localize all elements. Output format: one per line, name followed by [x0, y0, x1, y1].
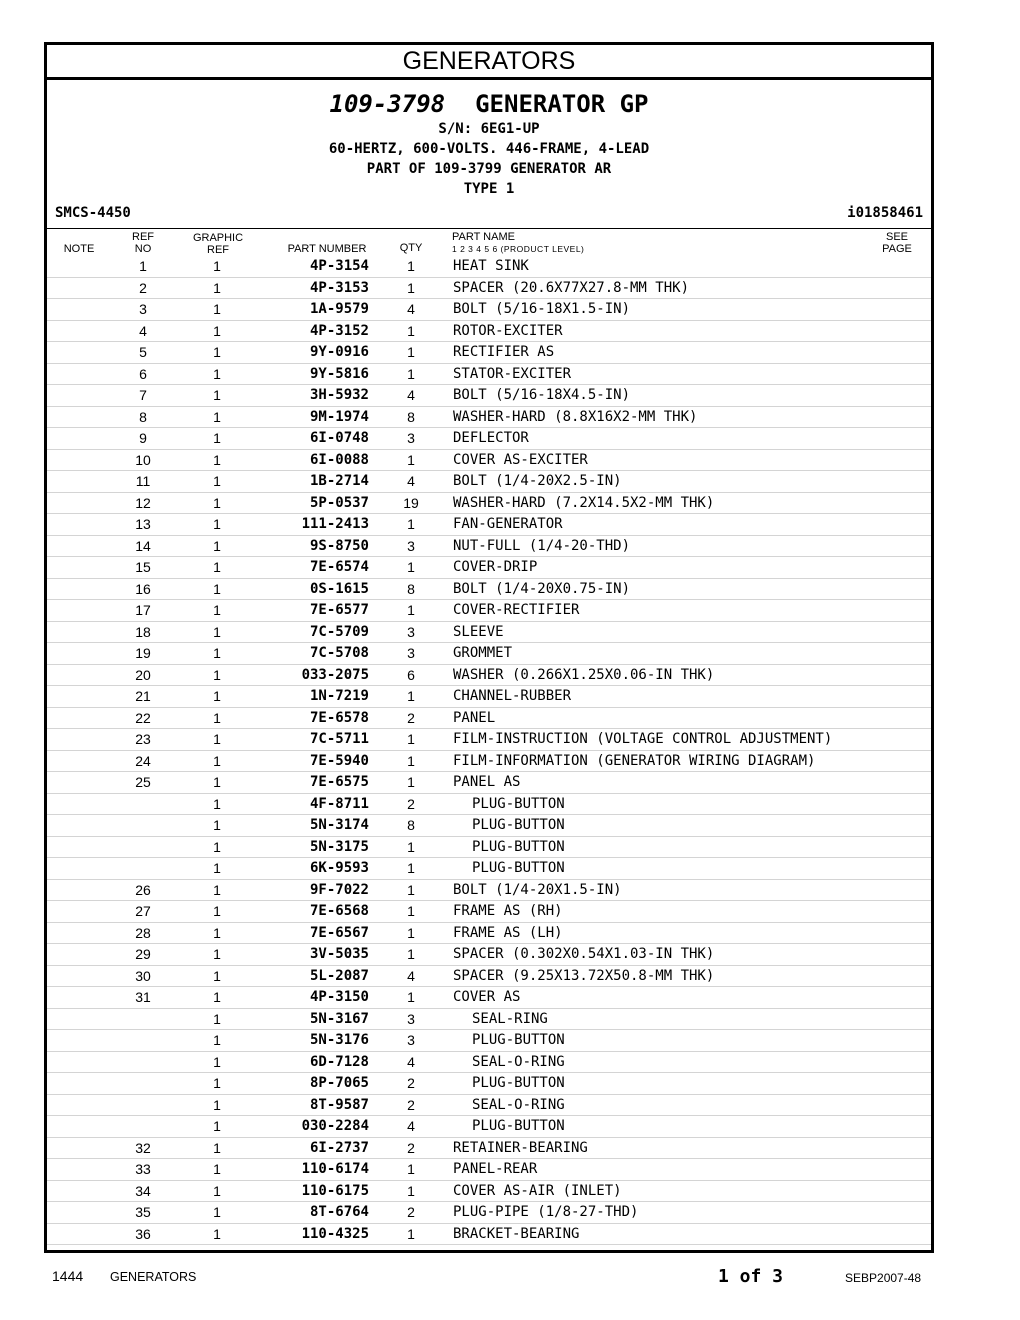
graphic-ref-cell: 1	[213, 623, 221, 640]
ref-no-cell: 16	[135, 580, 151, 597]
part-number-cell: 9Y-0916	[309, 344, 369, 360]
table-row	[47, 536, 931, 558]
col-graphic-header	[187, 232, 249, 256]
graphic-ref-cell: 1	[213, 516, 221, 532]
graphic-ref-cell: 1	[213, 1182, 221, 1199]
qty-cell: 19	[403, 494, 419, 511]
table-row	[47, 1159, 931, 1181]
product-level-header: 1 2 3 4 5 6 (PRODUCT LEVEL)	[452, 244, 585, 254]
qty-cell: 1	[407, 516, 415, 532]
part-number-cell: 7C-5711	[309, 731, 369, 747]
ref-no-cell: 5	[139, 344, 147, 360]
graphic-ref-cell: 1	[213, 451, 221, 468]
ref-no-cell: 34	[135, 1182, 151, 1199]
table-row	[47, 622, 931, 644]
graphic-ref-cell: 1	[213, 408, 221, 425]
qty-cell: 4	[407, 1118, 415, 1134]
part-number-cell: 5N-3167	[309, 1010, 369, 1027]
graphic-ref-cell: 1	[213, 1161, 221, 1177]
part-number-cell: 3H-5932	[309, 387, 369, 403]
table-row	[47, 428, 931, 450]
part-number-cell: 9Y-5816	[309, 365, 369, 382]
col-graphic-header-line1: GRAPHIC	[192, 232, 244, 244]
qty-cell: 1	[407, 924, 415, 941]
parts-table	[47, 256, 931, 1245]
qty-cell: 1	[407, 774, 415, 790]
part-number-cell: 5N-3176	[309, 1032, 369, 1048]
graphic-ref-cell: 1	[213, 602, 221, 618]
col-see-page-header	[877, 231, 917, 255]
part-number-cell: 7C-5708	[309, 645, 369, 661]
part-name-cell: WASHER-HARD (8.8X16X2-MM THK)	[453, 408, 698, 425]
table-row	[47, 923, 931, 945]
part-number-cell: 9M-1974	[309, 408, 369, 425]
qty-cell: 1	[407, 903, 415, 919]
ref-no-cell: 22	[135, 709, 151, 726]
graphic-ref-cell: 1	[213, 817, 221, 833]
graphic-ref-cell: 1	[213, 967, 221, 984]
qty-cell: 2	[407, 1096, 415, 1113]
section-title: GENERATORS	[47, 45, 931, 80]
table-row	[47, 901, 931, 923]
part-name-cell: FRAME AS (LH)	[453, 924, 563, 941]
qty-cell: 3	[407, 1032, 415, 1048]
graphic-ref-cell: 1	[213, 1010, 221, 1027]
qty-cell: 4	[407, 967, 415, 984]
qty-cell: 2	[407, 1204, 415, 1220]
part-name-cell: PLUG-BUTTON	[472, 817, 565, 833]
qty-cell: 1	[407, 989, 415, 1005]
part-name-cell: PANEL-REAR	[453, 1161, 538, 1177]
qty-cell: 4	[407, 387, 415, 403]
col-see-page-header-line1: SEE	[885, 231, 908, 243]
qty-cell: 4	[407, 1053, 415, 1070]
qty-cell: 1	[407, 322, 415, 339]
part-name-cell: SEAL-O-RING	[472, 1053, 565, 1070]
ref-no-cell: 12	[135, 494, 151, 511]
graphic-ref-cell: 1	[213, 387, 221, 403]
ref-no-cell: 23	[135, 731, 151, 747]
part-name-cell: WASHER (0.266X1.25X0.06-IN THK)	[453, 666, 715, 683]
group-title	[47, 89, 931, 119]
part-name-cell: RECTIFIER AS	[453, 344, 555, 360]
table-row	[47, 579, 931, 601]
part-number-cell: 4F-8711	[309, 795, 369, 812]
table-row	[47, 493, 931, 515]
part-number-cell: 033-2075	[301, 666, 369, 683]
table-row	[47, 794, 931, 816]
col-note-header: NOTE	[63, 243, 95, 255]
col-ref-header-line2: NO	[134, 243, 152, 255]
part-name-cell: PLUG-BUTTON	[472, 795, 565, 812]
ref-no-cell: 14	[135, 537, 151, 554]
table-row	[47, 772, 931, 794]
part-number-cell: 6I-0748	[309, 430, 369, 446]
part-number-cell: 7C-5709	[309, 623, 369, 640]
ref-no-cell: 30	[135, 967, 151, 984]
group-spec: 60-HERTZ, 600-VOLTS. 446-FRAME, 4-LEAD	[328, 141, 650, 157]
graphic-ref-cell: 1	[213, 473, 221, 489]
col-qty-header: QTY	[399, 242, 423, 254]
table-row	[47, 600, 931, 622]
graphic-ref-cell: 1	[213, 752, 221, 769]
ref-no-cell: 1	[139, 258, 147, 274]
table-row	[47, 1009, 931, 1031]
part-name-cell: RETAINER-BEARING	[453, 1139, 588, 1156]
part-name-cell: BOLT (1/4-20X1.5-IN)	[453, 881, 622, 898]
table-row	[47, 643, 931, 665]
part-number-cell: 6D-7128	[309, 1053, 369, 1070]
ref-no-cell: 3	[139, 301, 147, 317]
part-name-cell: CHANNEL-RUBBER	[453, 688, 572, 704]
table-row	[47, 1202, 931, 1224]
ref-no-cell: 26	[135, 881, 151, 898]
graphic-ref-cell: 1	[213, 1075, 221, 1091]
part-name-cell: ROTOR-EXCITER	[453, 322, 563, 339]
table-row	[47, 1052, 931, 1074]
qty-cell: 1	[407, 1161, 415, 1177]
smcs-code: SMCS-4450	[55, 205, 131, 221]
graphic-ref-cell: 1	[213, 301, 221, 317]
parts-page-frame	[44, 42, 934, 1253]
qty-cell: 1	[407, 1225, 415, 1242]
part-number-cell: 030-2284	[301, 1118, 369, 1134]
table-row	[47, 342, 931, 364]
table-row	[47, 278, 931, 300]
table-row	[47, 1095, 931, 1117]
part-name-cell: PLUG-BUTTON	[472, 1118, 565, 1134]
qty-cell: 1	[407, 946, 415, 962]
illustration-id: i01858461	[847, 205, 923, 221]
part-number-cell: 3V-5035	[309, 946, 369, 962]
qty-cell: 3	[407, 623, 415, 640]
part-name-cell: HEAT SINK	[453, 258, 529, 274]
ref-no-cell: 19	[135, 645, 151, 661]
graphic-ref-cell: 1	[213, 1139, 221, 1156]
graphic-ref-cell: 1	[213, 1032, 221, 1048]
graphic-ref-cell: 1	[213, 559, 221, 575]
graphic-ref-cell: 1	[213, 860, 221, 876]
qty-cell: 4	[407, 301, 415, 317]
graphic-ref-cell: 1	[213, 580, 221, 597]
qty-cell: 1	[407, 451, 415, 468]
table-row	[47, 471, 931, 493]
graphic-ref-cell: 1	[213, 430, 221, 446]
part-name-cell: SPACER (0.302X0.54X1.03-IN THK)	[453, 946, 715, 962]
graphic-ref-cell: 1	[213, 709, 221, 726]
qty-cell: 1	[407, 279, 415, 296]
qty-cell: 1	[407, 258, 415, 274]
ref-no-cell: 27	[135, 903, 151, 919]
graphic-ref-cell: 1	[213, 1118, 221, 1134]
table-row	[47, 299, 931, 321]
part-number-cell: 6I-0088	[309, 451, 369, 468]
table-row	[47, 407, 931, 429]
graphic-ref-cell: 1	[213, 924, 221, 941]
part-number-cell: 111-2413	[301, 516, 369, 532]
part-number-cell: 7E-6578	[309, 709, 369, 726]
part-name-cell: COVER-DRIP	[453, 559, 538, 575]
header-divider	[47, 228, 931, 229]
part-number-cell: 9S-8750	[309, 537, 369, 554]
graphic-ref-cell: 1	[213, 258, 221, 274]
qty-cell: 8	[407, 817, 415, 833]
graphic-ref-cell: 1	[213, 344, 221, 360]
part-name-cell: COVER AS-EXCITER	[453, 451, 588, 468]
ref-no-cell: 8	[139, 408, 147, 425]
table-row	[47, 665, 931, 687]
footer-page-number: 1444	[52, 1268, 84, 1284]
table-row	[47, 858, 931, 880]
group-header	[47, 80, 931, 199]
part-name-cell: COVER AS-AIR (INLET)	[453, 1182, 622, 1199]
part-number-cell: 7E-6577	[309, 602, 369, 618]
graphic-ref-cell: 1	[213, 774, 221, 790]
part-of: PART OF 109-3799 GENERATOR AR	[366, 161, 612, 177]
table-row	[47, 1030, 931, 1052]
qty-cell: 1	[407, 602, 415, 618]
ref-no-cell: 33	[135, 1161, 151, 1177]
table-row	[47, 1116, 931, 1138]
qty-cell: 1	[407, 860, 415, 876]
ref-no-cell: 10	[135, 451, 151, 468]
part-name-cell: PLUG-BUTTON	[472, 1032, 565, 1048]
graphic-ref-cell: 1	[213, 946, 221, 962]
part-name-cell: BOLT (1/4-20X2.5-IN)	[453, 473, 622, 489]
ref-no-cell: 28	[135, 924, 151, 941]
qty-cell: 8	[407, 408, 415, 425]
qty-cell: 1	[407, 1182, 415, 1199]
col-ref-header	[123, 231, 163, 255]
part-number-cell: 4P-3152	[309, 322, 369, 339]
ref-no-cell: 4	[139, 322, 147, 339]
graphic-ref-cell: 1	[213, 1225, 221, 1242]
part-number-cell: 7E-6567	[309, 924, 369, 941]
part-number-cell: 6K-9593	[309, 860, 369, 876]
table-row	[47, 837, 931, 859]
part-number-cell: 7E-6568	[309, 903, 369, 919]
qty-cell: 3	[407, 430, 415, 446]
graphic-ref-cell: 1	[213, 795, 221, 812]
table-row	[47, 1181, 931, 1203]
qty-cell: 4	[407, 473, 415, 489]
graphic-ref-cell: 1	[213, 365, 221, 382]
part-name-cell: SPACER (20.6X77X27.8-MM THK)	[453, 279, 690, 296]
part-name-cell: FILM-INSTRUCTION (VOLTAGE CONTROL ADJUSTMENT)	[453, 731, 833, 747]
part-number-cell: 4P-3154	[309, 258, 369, 274]
footer-section: GENERATORS	[110, 1270, 197, 1284]
graphic-ref-cell: 1	[213, 1053, 221, 1070]
part-number-cell: 1N-7219	[309, 688, 369, 704]
part-number-cell: 0S-1615	[309, 580, 369, 597]
graphic-ref-cell: 1	[213, 537, 221, 554]
part-number-cell: 8P-7065	[309, 1075, 369, 1091]
graphic-ref-cell: 1	[213, 1204, 221, 1220]
qty-cell: 2	[407, 1075, 415, 1091]
table-row	[47, 514, 931, 536]
table-row	[47, 321, 931, 343]
part-name-cell: COVER AS	[453, 989, 521, 1005]
part-name-cell: NUT-FULL (1/4-20-THD)	[453, 537, 631, 554]
part-name-cell: PLUG-BUTTON	[472, 1075, 565, 1091]
qty-cell: 1	[407, 365, 415, 382]
table-row	[47, 815, 931, 837]
table-row	[47, 256, 931, 278]
part-number-cell: 7E-5940	[309, 752, 369, 769]
ref-no-cell: 18	[135, 623, 151, 640]
part-number-cell: 8T-6764	[309, 1204, 369, 1220]
part-name-cell: WASHER-HARD (7.2X14.5X2-MM THK)	[453, 494, 715, 511]
part-name-cell: FILM-INFORMATION (GENERATOR WIRING DIAGRAM)	[453, 752, 816, 769]
col-ref-header-line1: REF	[132, 231, 154, 243]
graphic-ref-cell: 1	[213, 989, 221, 1005]
table-row	[47, 944, 931, 966]
table-row	[47, 385, 931, 407]
graphic-ref-cell: 1	[213, 881, 221, 898]
qty-cell: 1	[407, 838, 415, 855]
ref-no-cell: 32	[135, 1139, 151, 1156]
ref-no-cell: 36	[135, 1225, 151, 1242]
qty-cell: 2	[407, 1139, 415, 1156]
qty-cell: 2	[407, 709, 415, 726]
part-number-cell: 4P-3153	[309, 279, 369, 296]
part-name-cell: SPACER (9.25X13.72X50.8-MM THK)	[453, 967, 715, 984]
qty-cell: 2	[407, 795, 415, 812]
table-row	[47, 751, 931, 773]
qty-cell: 6	[407, 666, 415, 683]
part-number-cell: 5P-0537	[309, 494, 369, 511]
qty-cell: 1	[407, 688, 415, 704]
ref-no-cell: 25	[135, 774, 151, 790]
qty-cell: 3	[407, 645, 415, 661]
part-number-cell: 7E-6575	[309, 774, 369, 790]
footer-doc-number: SEBP2007-48	[845, 1271, 922, 1285]
table-row	[47, 557, 931, 579]
ref-no-cell: 9	[139, 430, 147, 446]
ref-no-cell: 24	[135, 752, 151, 769]
col-part-number-header: PART NUMBER	[287, 243, 367, 255]
graphic-ref-cell: 1	[213, 838, 221, 855]
group-type: TYPE 1	[463, 181, 515, 197]
qty-cell: 1	[407, 752, 415, 769]
table-row	[47, 880, 931, 902]
part-number-cell: 8T-9587	[309, 1096, 369, 1113]
group-name: GENERATOR GP	[475, 90, 649, 118]
graphic-ref-cell: 1	[213, 279, 221, 296]
part-number-cell: 7E-6574	[309, 559, 369, 575]
col-see-page-header-line2: PAGE	[882, 243, 912, 255]
part-name-cell: STATOR-EXCITER	[453, 365, 572, 382]
table-row	[47, 450, 931, 472]
table-row	[47, 1224, 931, 1246]
graphic-ref-cell: 1	[213, 322, 221, 339]
part-name-cell: COVER-RECTIFIER	[453, 602, 580, 618]
part-name-cell: PLUG-BUTTON	[472, 860, 565, 876]
graphic-ref-cell: 1	[213, 1096, 221, 1113]
part-number-cell: 110-6175	[301, 1182, 369, 1199]
graphic-ref-cell: 1	[213, 688, 221, 704]
part-name-cell: BOLT (1/4-20X0.75-IN)	[453, 580, 631, 597]
ref-no-cell: 13	[135, 516, 151, 532]
table-row	[47, 729, 931, 751]
graphic-ref-cell: 1	[213, 666, 221, 683]
part-number-cell: 4P-3150	[309, 989, 369, 1005]
ref-no-cell: 7	[139, 387, 147, 403]
part-name-cell: FAN-GENERATOR	[453, 516, 563, 532]
footer-page-of: 1 of 3	[718, 1266, 784, 1287]
ref-no-cell: 20	[135, 666, 151, 683]
table-row	[47, 1138, 931, 1160]
table-row	[47, 686, 931, 708]
qty-cell: 3	[407, 537, 415, 554]
part-number-cell: 5L-2087	[309, 967, 369, 984]
part-number-cell: 6I-2737	[309, 1139, 369, 1156]
part-number-cell: 9F-7022	[309, 881, 369, 898]
ref-no-cell: 35	[135, 1204, 151, 1220]
qty-cell: 8	[407, 580, 415, 597]
serial-range: S/N: 6EG1-UP	[438, 121, 540, 137]
table-row	[47, 708, 931, 730]
qty-cell: 1	[407, 559, 415, 575]
part-number-cell: 110-4325	[301, 1225, 369, 1242]
ref-no-cell: 2	[139, 279, 147, 296]
graphic-ref-cell: 1	[213, 903, 221, 919]
qty-cell: 1	[407, 731, 415, 747]
part-name-cell: SLEEVE	[453, 623, 504, 640]
part-number-cell: 5N-3175	[309, 838, 369, 855]
part-name-cell: PANEL AS	[453, 774, 521, 790]
ref-no-cell: 15	[135, 559, 151, 575]
part-number-cell: 1A-9579	[309, 301, 369, 317]
table-row	[47, 987, 931, 1009]
part-name-cell: BOLT (5/16-18X1.5-IN)	[453, 301, 631, 317]
part-number-cell: 5N-3174	[309, 817, 369, 833]
table-row	[47, 364, 931, 386]
part-name-cell: FRAME AS (RH)	[453, 903, 563, 919]
ref-no-cell: 31	[135, 989, 151, 1005]
ref-no-cell: 17	[135, 602, 151, 618]
part-name-cell: BOLT (5/16-18X4.5-IN)	[453, 387, 631, 403]
part-name-cell: SEAL-O-RING	[472, 1096, 565, 1113]
part-name-cell: PLUG-PIPE (1/8-27-THD)	[453, 1204, 639, 1220]
graphic-ref-cell: 1	[213, 494, 221, 511]
graphic-ref-cell: 1	[213, 731, 221, 747]
group-part-number: 109-3798	[329, 90, 446, 118]
qty-cell: 1	[407, 881, 415, 898]
col-part-name-header: PART NAME	[452, 231, 515, 243]
table-row	[47, 966, 931, 988]
table-row	[47, 1073, 931, 1095]
part-number-cell: 110-6174	[301, 1161, 369, 1177]
ref-no-cell: 29	[135, 946, 151, 962]
col-graphic-header-line2: REF	[207, 244, 229, 256]
ref-no-cell: 11	[135, 473, 151, 489]
part-name-cell: PANEL	[453, 709, 496, 726]
qty-cell: 3	[407, 1010, 415, 1027]
part-name-cell: PLUG-BUTTON	[472, 838, 565, 855]
part-number-cell: 1B-2714	[309, 473, 369, 489]
part-name-cell: SEAL-RING	[472, 1010, 548, 1027]
qty-cell: 1	[407, 344, 415, 360]
graphic-ref-cell: 1	[213, 645, 221, 661]
ref-no-cell: 21	[135, 688, 151, 704]
part-name-cell: BRACKET-BEARING	[453, 1225, 580, 1242]
part-name-cell: GROMMET	[453, 645, 513, 661]
part-name-cell: DEFLECTOR	[453, 430, 529, 446]
ref-no-cell: 6	[139, 365, 147, 382]
